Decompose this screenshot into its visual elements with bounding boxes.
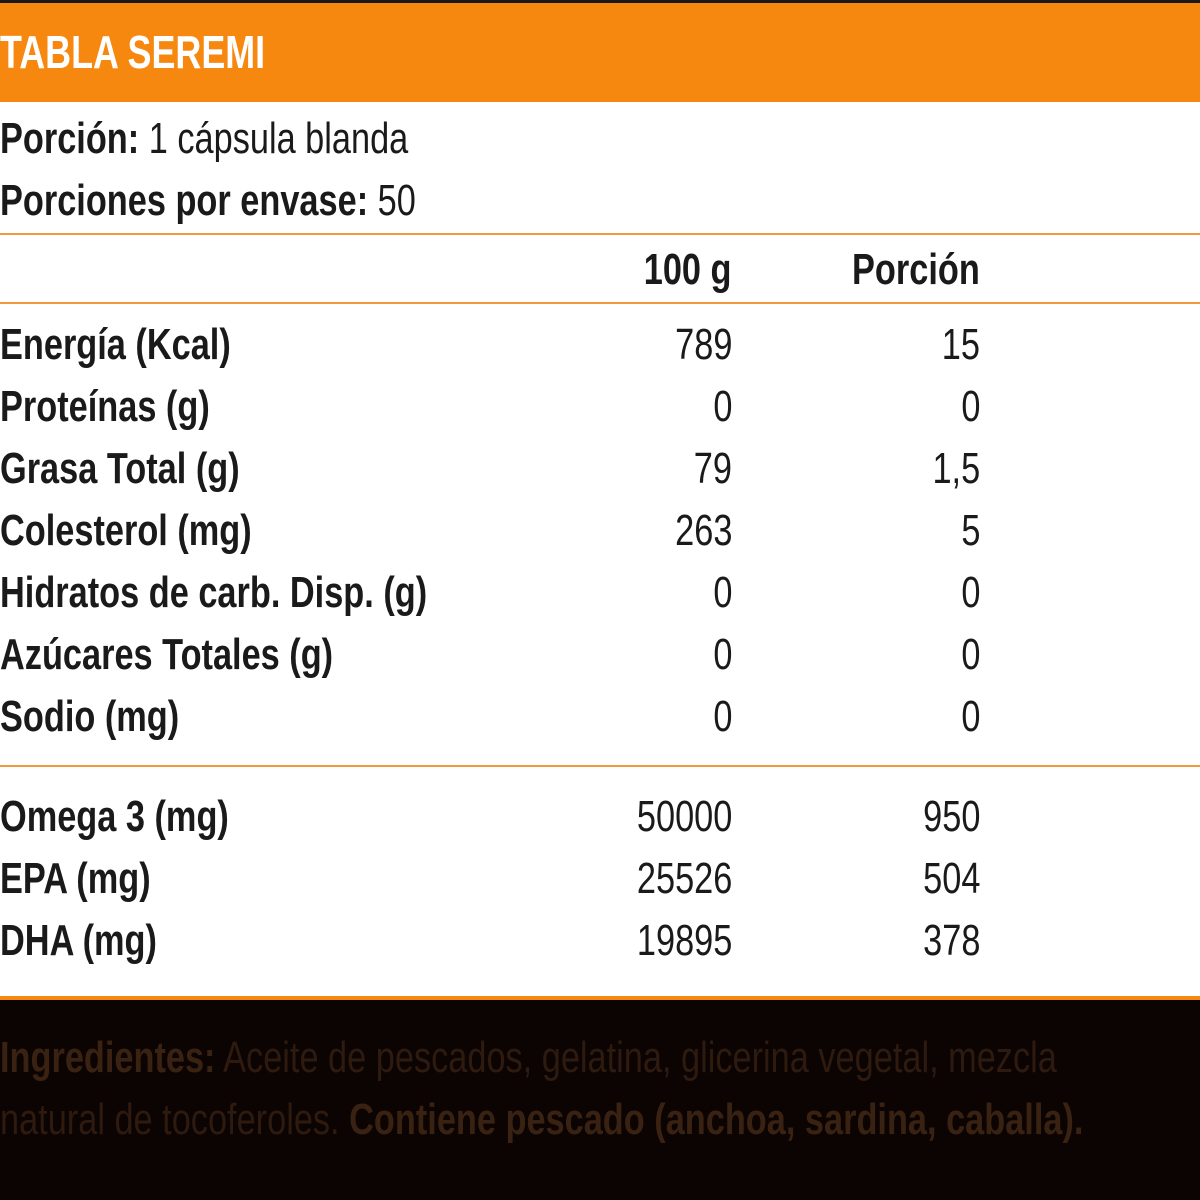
fatty-acid-name-text: DHA (mg) (0, 916, 157, 965)
nutrient-value-portion (956, 686, 980, 748)
nutrient-row (0, 624, 1200, 686)
nutrient-value-portion (956, 562, 980, 624)
nutrient-value-100g-text: 789 (674, 320, 732, 369)
ingredients-label: Ingredientes: (0, 1033, 216, 1082)
nutrient-row (0, 438, 1200, 500)
nutrient-value-100g-text: 0 (712, 630, 732, 679)
fatty-acid-value-portion (907, 848, 980, 910)
ingredients-panel (0, 996, 1200, 1200)
fatty-acid-value-100g (610, 848, 732, 910)
nutrient-value-100g (659, 500, 732, 562)
nutrient-value-portion-text: 0 (960, 630, 980, 679)
fatty-acid-value-portion-text: 950 (922, 792, 980, 841)
servings-line (0, 176, 533, 226)
nutrient-value-100g (683, 438, 732, 500)
column-header-100g-text: 100 g (644, 245, 732, 294)
portion-label: Porción: (0, 114, 140, 163)
portion-value: 1 cápsula blanda (148, 114, 409, 163)
nutrient-value-100g-text: 0 (712, 568, 732, 617)
nutrient-name (0, 438, 307, 500)
servings-value: 50 (377, 176, 416, 225)
nutrient-name (0, 500, 323, 562)
fatty-acid-name (0, 786, 293, 848)
ingredients-text-2: natural de tocoferoles. (0, 1095, 340, 1144)
ingredients-line-1 (0, 1030, 1200, 1086)
fatty-acid-row (0, 786, 1200, 848)
nutrient-row (0, 500, 1200, 562)
nutrient-value-100g (708, 376, 732, 438)
divider-fatty-acids (0, 765, 1200, 767)
allergen-warning: Contiene pescado (anchoa, sardina, caballa). (349, 1095, 1084, 1144)
divider-top (0, 233, 1200, 235)
nutrient-name-text: Colesterol (mg) (0, 506, 252, 555)
nutrient-value-portion-text: 15 (941, 320, 980, 369)
nutrient-name-text: Grasa Total (g) (0, 444, 240, 493)
nutrient-value-portion-text: 1,5 (932, 444, 980, 493)
nutrient-value-portion-text: 0 (960, 568, 980, 617)
nutrient-row (0, 376, 1200, 438)
nutrient-name-text: Energía (Kcal) (0, 320, 231, 369)
nutrient-value-100g-text: 0 (712, 692, 732, 741)
table-title-text: TABLA SEREMI (0, 26, 266, 78)
nutrient-name (0, 686, 230, 748)
fatty-acid-row (0, 910, 1200, 972)
divider-header (0, 302, 1200, 304)
nutrient-name (0, 624, 427, 686)
nutrient-row (0, 686, 1200, 748)
fatty-acid-name-text: EPA (mg) (0, 854, 151, 903)
nutrient-value-100g (708, 624, 732, 686)
nutrient-name-text: Azúcares Totales (g) (0, 630, 334, 679)
nutrient-value-100g (708, 686, 732, 748)
nutrient-value-100g (659, 314, 732, 376)
column-header-portion (816, 245, 980, 295)
column-header-portion-text: Porción (852, 245, 980, 294)
fatty-acid-row (0, 848, 1200, 910)
nutrient-value-100g-text: 263 (674, 506, 732, 555)
header-bar (0, 0, 1200, 102)
fatty-acid-value-100g (610, 910, 732, 972)
portion-line (0, 114, 523, 164)
ingredients-line-2 (0, 1092, 1200, 1148)
nutrient-value-100g (708, 562, 732, 624)
fatty-acid-value-portion-text: 378 (922, 916, 980, 965)
nutrient-name-text: Hidratos de carb. Disp. (g) (0, 568, 428, 617)
nutrient-value-portion-text: 0 (960, 692, 980, 741)
fatty-acid-value-100g (610, 786, 732, 848)
fatty-acid-value-portion (907, 786, 980, 848)
fatty-acid-value-100g-text: 19895 (636, 916, 732, 965)
nutrient-value-portion-text: 0 (960, 382, 980, 431)
nutrient-name (0, 314, 296, 376)
nutrient-name (0, 562, 548, 624)
nutrient-row (0, 314, 1200, 376)
nutrient-name-text: Sodio (mg) (0, 692, 180, 741)
nutrient-value-100g-text: 0 (712, 382, 732, 431)
nutrient-value-portion (919, 438, 980, 500)
fatty-acid-name-text: Omega 3 (mg) (0, 792, 229, 841)
fatty-acid-name (0, 848, 193, 910)
nutrient-value-100g-text: 79 (693, 444, 732, 493)
nutrient-value-portion (956, 500, 980, 562)
fatty-acid-value-100g-text: 50000 (636, 792, 732, 841)
nutrient-name (0, 376, 269, 438)
nutrient-value-portion (956, 624, 980, 686)
ingredients-text-1: Aceite de pescados, gelatina, glicerina vegetal, mezcla (223, 1033, 1057, 1082)
fatty-acid-value-portion-text: 504 (922, 854, 980, 903)
nutrient-value-portion (956, 376, 980, 438)
fatty-acid-value-portion (907, 910, 980, 972)
nutrient-name-text: Proteínas (g) (0, 382, 210, 431)
column-header-100g (619, 245, 732, 295)
servings-label: Porciones por envase: (0, 176, 369, 225)
table-title (0, 25, 340, 79)
fatty-acid-name (0, 910, 201, 972)
nutrient-row (0, 562, 1200, 624)
nutrient-value-portion (931, 314, 980, 376)
fatty-acid-value-100g-text: 25526 (636, 854, 732, 903)
nutrient-value-portion-text: 5 (960, 506, 980, 555)
